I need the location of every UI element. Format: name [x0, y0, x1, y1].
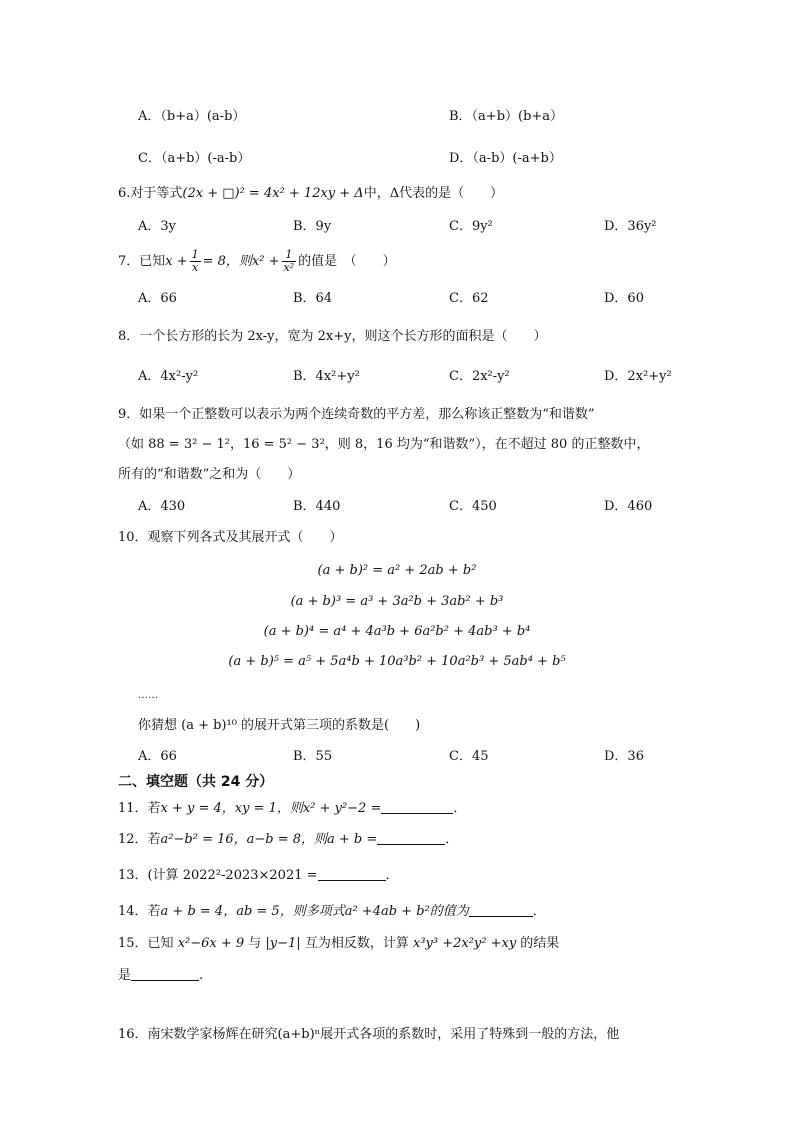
q5-option-c: C．（a+b）(-a-b） — [138, 151, 251, 166]
q7-stem — [118, 244, 396, 280]
q6-stem-a: 6.对于等式 — [118, 186, 183, 201]
q5-option-d: D．（a-b）(-a+b） — [449, 151, 562, 166]
q10-expansion-5: (a + b)⁵ = a⁵ + 5a⁴b + 10a³b² + 10a²b³ + 5ab⁴ + b⁵ — [228, 654, 566, 669]
q14 — [118, 902, 546, 922]
q12 — [118, 830, 458, 850]
q14-answer-blank[interactable] — [469, 902, 533, 917]
q10-option-c: C．45 — [449, 749, 489, 764]
q13 — [118, 866, 399, 886]
q12-answer-blank[interactable] — [377, 830, 445, 845]
q15-line-1 — [118, 934, 559, 954]
q6-option-d: D．36y² — [604, 219, 657, 234]
q7-option-b: B．64 — [293, 291, 333, 306]
q10-expansion-4: (a + b)⁴ = a⁴ + 4a³b + 6a²b² + 4ab³ + b⁴ — [263, 624, 531, 639]
q15-result: 的结果 — [516, 936, 560, 951]
q8-option-d: D．2x²+y² — [604, 369, 672, 384]
q10-expansion-2: (a + b)² = a² + 2ab + b² — [317, 563, 477, 578]
q9-line-2: （如 88 = 3² − 1²，16 = 5² − 3²，则 8，16 均为“和谐数”），在不超过 80 的正整数中， — [118, 437, 650, 452]
q13-end: ． — [385, 868, 399, 883]
q15-expression: x³y³ +2x²y² +xy — [412, 936, 517, 951]
q9-option-b: B．440 — [293, 499, 341, 514]
q10-option-a: A．66 — [138, 749, 177, 764]
q6-formula: (2x + □)² = 4x² + 12xy + Δ — [182, 186, 364, 201]
q5-option-a: A．（b+a）(a-b） — [138, 109, 246, 124]
section-heading-fill-in: 二、填空题（共 24 分） — [118, 774, 274, 790]
q11-label: 11．若 — [118, 801, 161, 816]
q8-option-b: B．4x²+y² — [293, 369, 360, 384]
q9-line-3: 所有的“和谐数”之和为（ ） — [118, 467, 301, 482]
q7-fraction-den: x — [192, 261, 199, 274]
q8-stem: 8．一个长方形的长为 2x-y，宽为 2x+y，则这个长方形的面积是（ ） — [118, 329, 547, 344]
q8-option-c: C．2x²-y² — [449, 369, 510, 384]
q5-option-b: B．（a+b）(b+a） — [449, 109, 564, 124]
q10-guess: 你猜想 (a + b)¹⁰ 的展开式第三项的系数是( ) — [138, 718, 421, 733]
q16-line-1: 16．南宋数学家杨辉在研究(a+b)ⁿ展开式各项的系数时，采用了特殊到一般的方法，他 — [118, 1027, 620, 1042]
q6-option-b: B．9y — [293, 219, 332, 234]
q15-poly: x²−6x + 9 — [177, 936, 245, 951]
q7-option-d: D．60 — [604, 291, 644, 306]
q6-option-a: A．3y — [138, 219, 177, 234]
q10-option-b: B．55 — [293, 749, 333, 764]
q9-option-c: C．450 — [449, 499, 497, 514]
q7-option-a: A．66 — [138, 291, 177, 306]
q12-formula: a²−b² = 16，a−b = 8，则a + b = — [160, 832, 378, 847]
q15-end: . — [199, 968, 204, 983]
q14-formula: a + b = 4，ab = 5，则多项式a² +4ab + b²的值为 — [160, 904, 469, 919]
q6-option-c: C．9y² — [449, 219, 493, 234]
q12-label: 12．若 — [118, 832, 161, 847]
q15-opposite: 互为相反数，计算 — [300, 936, 413, 951]
q14-end: ． — [532, 904, 546, 919]
q10-option-d: D．36 — [604, 749, 644, 764]
q15-answer-blank[interactable] — [131, 966, 199, 981]
q11-formula: x + y = 4，xy = 1，则x² + y²−2 = — [160, 801, 382, 816]
q7-fraction2-num: 1 — [282, 249, 297, 262]
q7-eq: = 8，则 — [202, 254, 252, 269]
q15-with: 与 — [244, 936, 266, 951]
q7-x: x + — [165, 254, 188, 269]
q15-abs: |y−1| — [265, 936, 301, 951]
q6-stem — [118, 184, 503, 204]
q7-fraction2 — [282, 249, 297, 274]
q11 — [118, 799, 466, 819]
q7-stem-b: 的值是 （ ） — [298, 254, 396, 269]
q7-x2: x² + — [251, 254, 280, 269]
q9-option-a: A．430 — [138, 499, 186, 514]
q10-stem: 10．观察下列各式及其展开式（ ） — [118, 530, 343, 545]
q7-fraction2-den: x² — [283, 261, 295, 274]
q6-stem-c: 中，Δ代表的是（ ） — [363, 186, 504, 201]
q8-option-a: A．4x²-y² — [138, 369, 199, 384]
q13-answer-blank[interactable] — [318, 866, 386, 881]
q10-ellipsis: …… — [138, 690, 158, 701]
q9-option-d: D．460 — [604, 499, 653, 514]
q11-answer-blank[interactable] — [381, 799, 453, 814]
q15-label: 15．已知 — [118, 936, 178, 951]
q15-is: 是 — [118, 968, 132, 983]
q15-line-2 — [118, 966, 203, 986]
q10-expansion-3: (a + b)³ = a³ + 3a²b + 3ab² + b³ — [290, 594, 504, 609]
q9-line-1: 9．如果一个正整数可以表示为两个连续奇数的平方差，那么称该正整数为“和谐数” — [118, 407, 595, 422]
q13-text: 13．(计算 2022²-2023×2021 = — [118, 868, 318, 883]
q11-end: ． — [453, 801, 467, 816]
q7-fraction-num: 1 — [191, 248, 199, 261]
q7-option-c: C．62 — [449, 291, 489, 306]
q12-end: ． — [445, 832, 459, 847]
q7-fraction — [190, 249, 201, 274]
q7-stem-a: 7．已知 — [118, 254, 166, 269]
q14-label: 14．若 — [118, 904, 161, 919]
